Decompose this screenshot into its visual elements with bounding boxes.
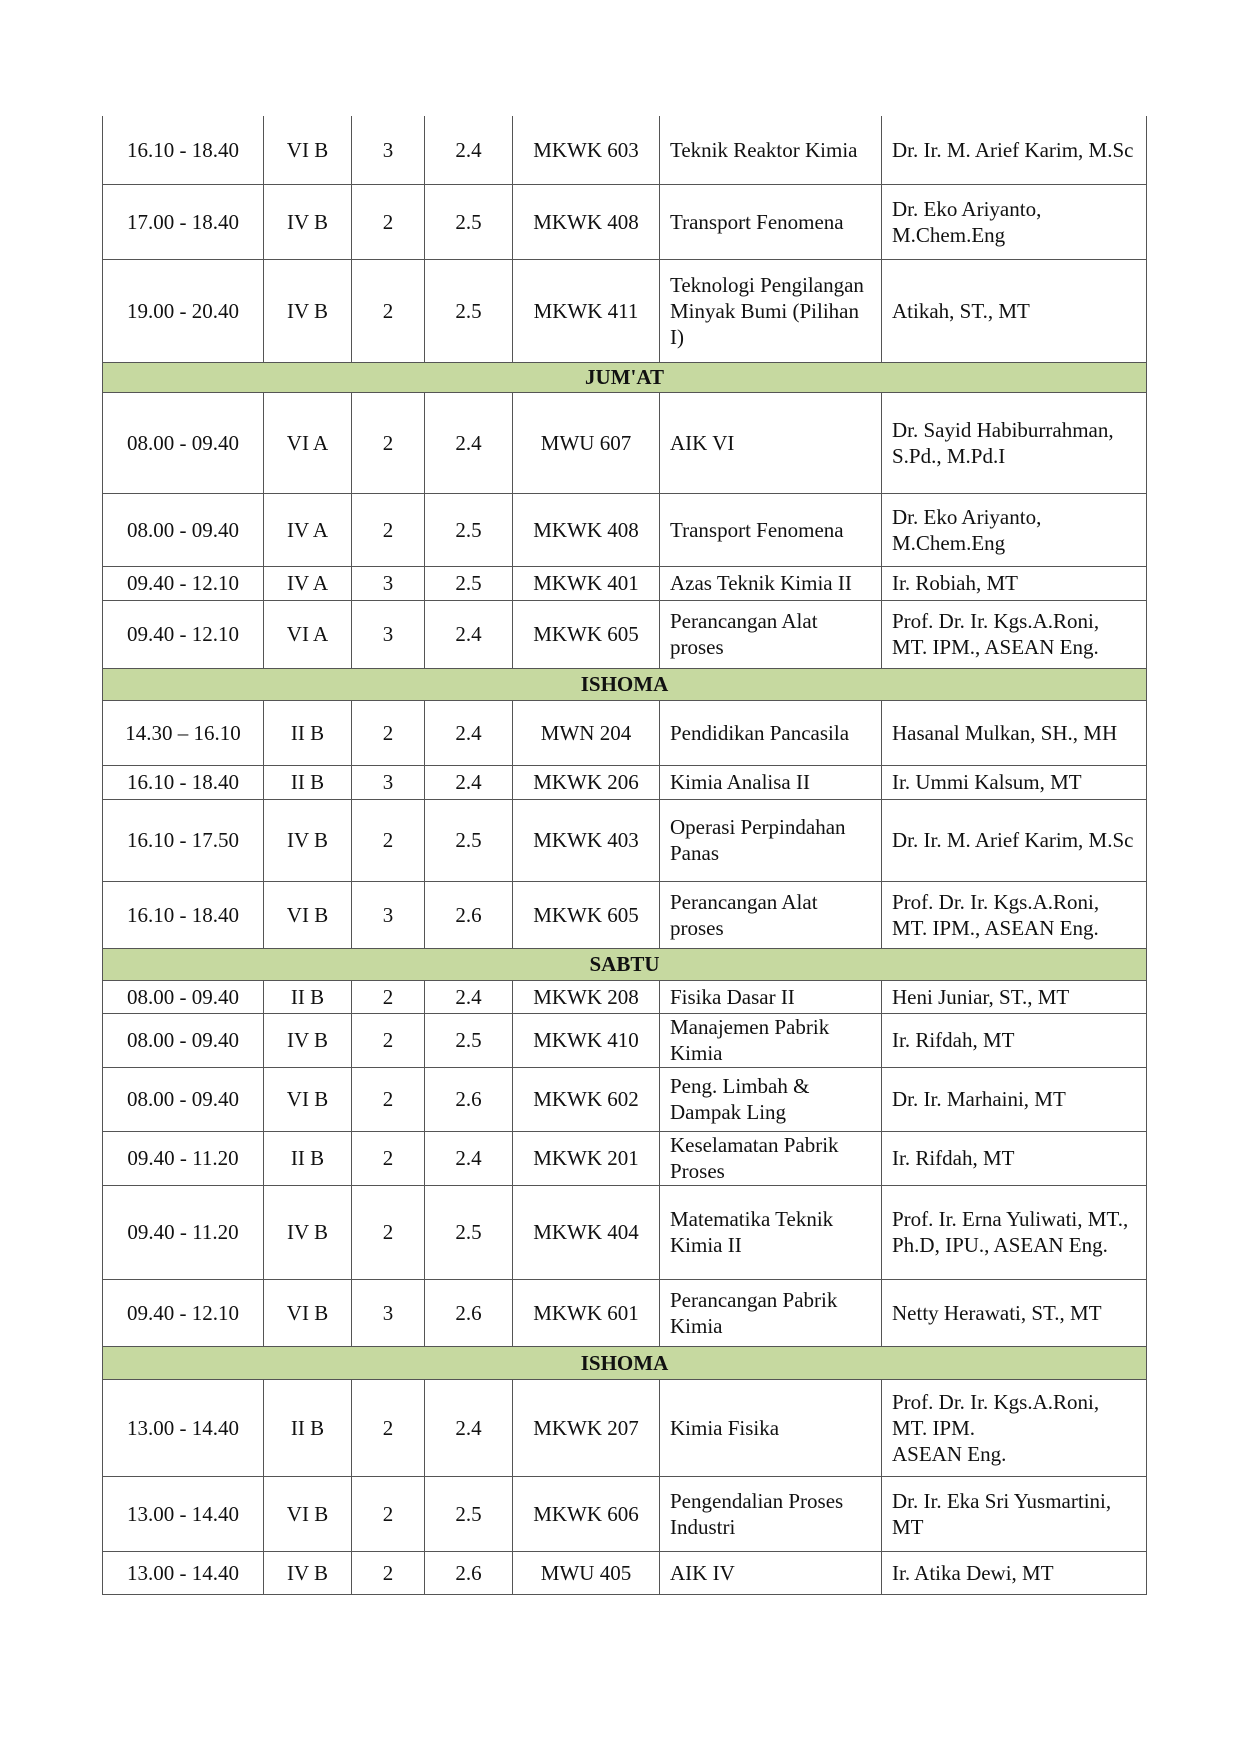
room-cell: 2.6 [425,1279,513,1346]
room-cell: 2.4 [425,700,513,765]
table-row [103,799,1147,881]
class-cell: II B [264,700,352,765]
course-code-cell: MKWK 605 [513,881,660,948]
room-cell: 2.5 [425,1013,513,1067]
course-code-cell: MKWK 410 [513,1013,660,1067]
sks-cell: 2 [352,1379,425,1476]
course-name-cell: Transport Fenomena [660,493,882,566]
section-label: ISHOMA [103,668,1147,700]
course-code-cell: MWN 204 [513,700,660,765]
table-row [103,700,1147,765]
room-cell: 2.5 [425,493,513,566]
course-name-cell: AIK VI [660,392,882,493]
course-code-cell: MKWK 605 [513,600,660,668]
sks-cell: 2 [352,493,425,566]
sks-cell: 2 [352,184,425,259]
day-section-row [103,668,1147,700]
table-row [103,881,1147,948]
course-code-cell: MKWK 601 [513,1279,660,1346]
room-cell: 2.6 [425,881,513,948]
lecturer-cell: Heni Juniar, ST., MT [882,980,1147,1013]
course-code-cell: MKWK 206 [513,765,660,799]
course-name-cell: Teknik Reaktor Kimia [660,116,882,184]
course-code-cell: MKWK 602 [513,1067,660,1131]
room-cell: 2.5 [425,184,513,259]
table-row [103,1551,1147,1594]
course-code-cell: MKWK 401 [513,566,660,600]
course-name-cell: Azas Teknik Kimia II [660,566,882,600]
lecturer-cell: Hasanal Mulkan, SH., MH [882,700,1147,765]
room-cell: 2.5 [425,1185,513,1279]
course-name-cell: Perancangan Alat proses [660,881,882,948]
room-cell: 2.5 [425,566,513,600]
sks-cell: 3 [352,116,425,184]
course-name-cell: Operasi Perpindahan Panas [660,799,882,881]
sks-cell: 2 [352,1185,425,1279]
lecturer-cell: Prof. Ir. Erna Yuliwati, MT., Ph.D, IPU., ASEAN Eng. [882,1185,1147,1279]
class-cell: IV B [264,1013,352,1067]
room-cell: 2.5 [425,259,513,362]
day-section-row [103,1346,1147,1379]
course-name-cell: Perancangan Pabrik Kimia [660,1279,882,1346]
class-cell: II B [264,1379,352,1476]
class-cell: VI A [264,392,352,493]
time-cell: 14.30 – 16.10 [103,700,264,765]
room-cell: 2.4 [425,1131,513,1185]
course-name-cell: Fisika Dasar II [660,980,882,1013]
room-cell: 2.6 [425,1067,513,1131]
course-name-cell: Transport Fenomena [660,184,882,259]
table-row [103,1067,1147,1131]
day-section-row [103,362,1147,392]
lecturer-cell: Atikah, ST., MT [882,259,1147,362]
lecturer-cell: Ir. Rifdah, MT [882,1131,1147,1185]
table-row [103,1476,1147,1551]
table-row [103,765,1147,799]
section-label: JUM'AT [103,362,1147,392]
course-name-cell: Manajemen Pabrik Kimia [660,1013,882,1067]
lecturer-cell: Prof. Dr. Ir. Kgs.A.Roni, MT. IPM., ASEAN Eng. [882,600,1147,668]
sks-cell: 2 [352,1067,425,1131]
room-cell: 2.5 [425,799,513,881]
room-cell: 2.4 [425,765,513,799]
lecturer-cell: Ir. Ummi Kalsum, MT [882,765,1147,799]
class-cell: II B [264,1131,352,1185]
table-row [103,392,1147,493]
table-row [103,493,1147,566]
sks-cell: 2 [352,1131,425,1185]
class-cell: IV B [264,1185,352,1279]
table-row [103,184,1147,259]
course-code-cell: MKWK 408 [513,184,660,259]
class-cell: VI B [264,881,352,948]
sks-cell: 3 [352,566,425,600]
time-cell: 17.00 - 18.40 [103,184,264,259]
lecturer-cell: Dr. Eko Ariyanto, M.Chem.Eng [882,493,1147,566]
schedule-table [102,116,1147,1595]
lecturer-cell: Dr. Ir. Marhaini, MT [882,1067,1147,1131]
room-cell: 2.4 [425,1379,513,1476]
class-cell: VI B [264,1279,352,1346]
course-code-cell: MKWK 403 [513,799,660,881]
class-cell: VI A [264,600,352,668]
time-cell: 08.00 - 09.40 [103,392,264,493]
lecturer-cell: Ir. Atika Dewi, MT [882,1551,1147,1594]
course-name-cell: Keselamatan Pabrik Proses [660,1131,882,1185]
time-cell: 09.40 - 12.10 [103,600,264,668]
course-name-cell: Pengendalian Proses Industri [660,1476,882,1551]
course-name-cell: Kimia Fisika [660,1379,882,1476]
time-cell: 09.40 - 12.10 [103,566,264,600]
course-code-cell: MKWK 201 [513,1131,660,1185]
course-name-cell: AIK IV [660,1551,882,1594]
sks-cell: 2 [352,1551,425,1594]
day-section-row [103,948,1147,980]
lecturer-cell: Dr. Ir. Eka Sri Yusmartini, MT [882,1476,1147,1551]
lecturer-cell: Ir. Rifdah, MT [882,1013,1147,1067]
time-cell: 16.10 - 18.40 [103,765,264,799]
course-code-cell: MKWK 208 [513,980,660,1013]
room-cell: 2.4 [425,980,513,1013]
room-cell: 2.4 [425,392,513,493]
time-cell: 16.10 - 18.40 [103,881,264,948]
sks-cell: 3 [352,765,425,799]
course-code-cell: MKWK 207 [513,1379,660,1476]
class-cell: IV B [264,799,352,881]
sks-cell: 3 [352,881,425,948]
course-name-cell: Teknologi Pengilangan Minyak Bumi (Pilihan I) [660,259,882,362]
course-code-cell: MKWK 411 [513,259,660,362]
table-row [103,980,1147,1013]
sks-cell: 2 [352,980,425,1013]
table-row [103,1185,1147,1279]
time-cell: 08.00 - 09.40 [103,980,264,1013]
time-cell: 13.00 - 14.40 [103,1379,264,1476]
time-cell: 08.00 - 09.40 [103,1013,264,1067]
course-code-cell: MKWK 603 [513,116,660,184]
section-label: SABTU [103,948,1147,980]
course-code-cell: MKWK 404 [513,1185,660,1279]
class-cell: IV A [264,566,352,600]
course-code-cell: MWU 607 [513,392,660,493]
time-cell: 16.10 - 18.40 [103,116,264,184]
class-cell: II B [264,980,352,1013]
course-code-cell: MKWK 408 [513,493,660,566]
class-cell: IV A [264,493,352,566]
table-row [103,1131,1147,1185]
class-cell: II B [264,765,352,799]
section-label: ISHOMA [103,1346,1147,1379]
sks-cell: 2 [352,799,425,881]
course-code-cell: MWU 405 [513,1551,660,1594]
sks-cell: 3 [352,600,425,668]
lecturer-cell: Dr. Ir. M. Arief Karim, M.Sc [882,116,1147,184]
table-row [103,1013,1147,1067]
lecturer-cell: Prof. Dr. Ir. Kgs.A.Roni, MT. IPM. ASEAN Eng. [882,1379,1147,1476]
sks-cell: 3 [352,1279,425,1346]
sks-cell: 2 [352,1476,425,1551]
time-cell: 08.00 - 09.40 [103,1067,264,1131]
class-cell: IV B [264,184,352,259]
room-cell: 2.5 [425,1476,513,1551]
lecturer-cell: Dr. Sayid Habiburrahman, S.Pd., M.Pd.I [882,392,1147,493]
course-name-cell: Kimia Analisa II [660,765,882,799]
time-cell: 08.00 - 09.40 [103,493,264,566]
table-row [103,259,1147,362]
table-row [103,1379,1147,1476]
schedule-body [103,116,1147,1594]
time-cell: 19.00 - 20.40 [103,259,264,362]
class-cell: IV B [264,1551,352,1594]
time-cell: 13.00 - 14.40 [103,1551,264,1594]
time-cell: 13.00 - 14.40 [103,1476,264,1551]
time-cell: 09.40 - 11.20 [103,1131,264,1185]
sks-cell: 2 [352,259,425,362]
class-cell: VI B [264,1476,352,1551]
course-code-cell: MKWK 606 [513,1476,660,1551]
sks-cell: 2 [352,1013,425,1067]
course-name-cell: Matematika Teknik Kimia II [660,1185,882,1279]
class-cell: VI B [264,1067,352,1131]
room-cell: 2.6 [425,1551,513,1594]
table-row [103,116,1147,184]
table-row [103,566,1147,600]
lecturer-cell: Prof. Dr. Ir. Kgs.A.Roni, MT. IPM., ASEAN Eng. [882,881,1147,948]
room-cell: 2.4 [425,600,513,668]
lecturer-cell: Ir. Robiah, MT [882,566,1147,600]
time-cell: 09.40 - 11.20 [103,1185,264,1279]
sks-cell: 2 [352,392,425,493]
course-name-cell: Pendidikan Pancasila [660,700,882,765]
lecturer-cell: Netty Herawati, ST., MT [882,1279,1147,1346]
lecturer-cell: Dr. Eko Ariyanto, M.Chem.Eng [882,184,1147,259]
course-name-cell: Perancangan Alat proses [660,600,882,668]
sks-cell: 2 [352,700,425,765]
course-name-cell: Peng. Limbah & Dampak Ling [660,1067,882,1131]
table-row [103,600,1147,668]
room-cell: 2.4 [425,116,513,184]
class-cell: VI B [264,116,352,184]
table-row [103,1279,1147,1346]
lecturer-cell: Dr. Ir. M. Arief Karim, M.Sc [882,799,1147,881]
time-cell: 16.10 - 17.50 [103,799,264,881]
time-cell: 09.40 - 12.10 [103,1279,264,1346]
class-cell: IV B [264,259,352,362]
